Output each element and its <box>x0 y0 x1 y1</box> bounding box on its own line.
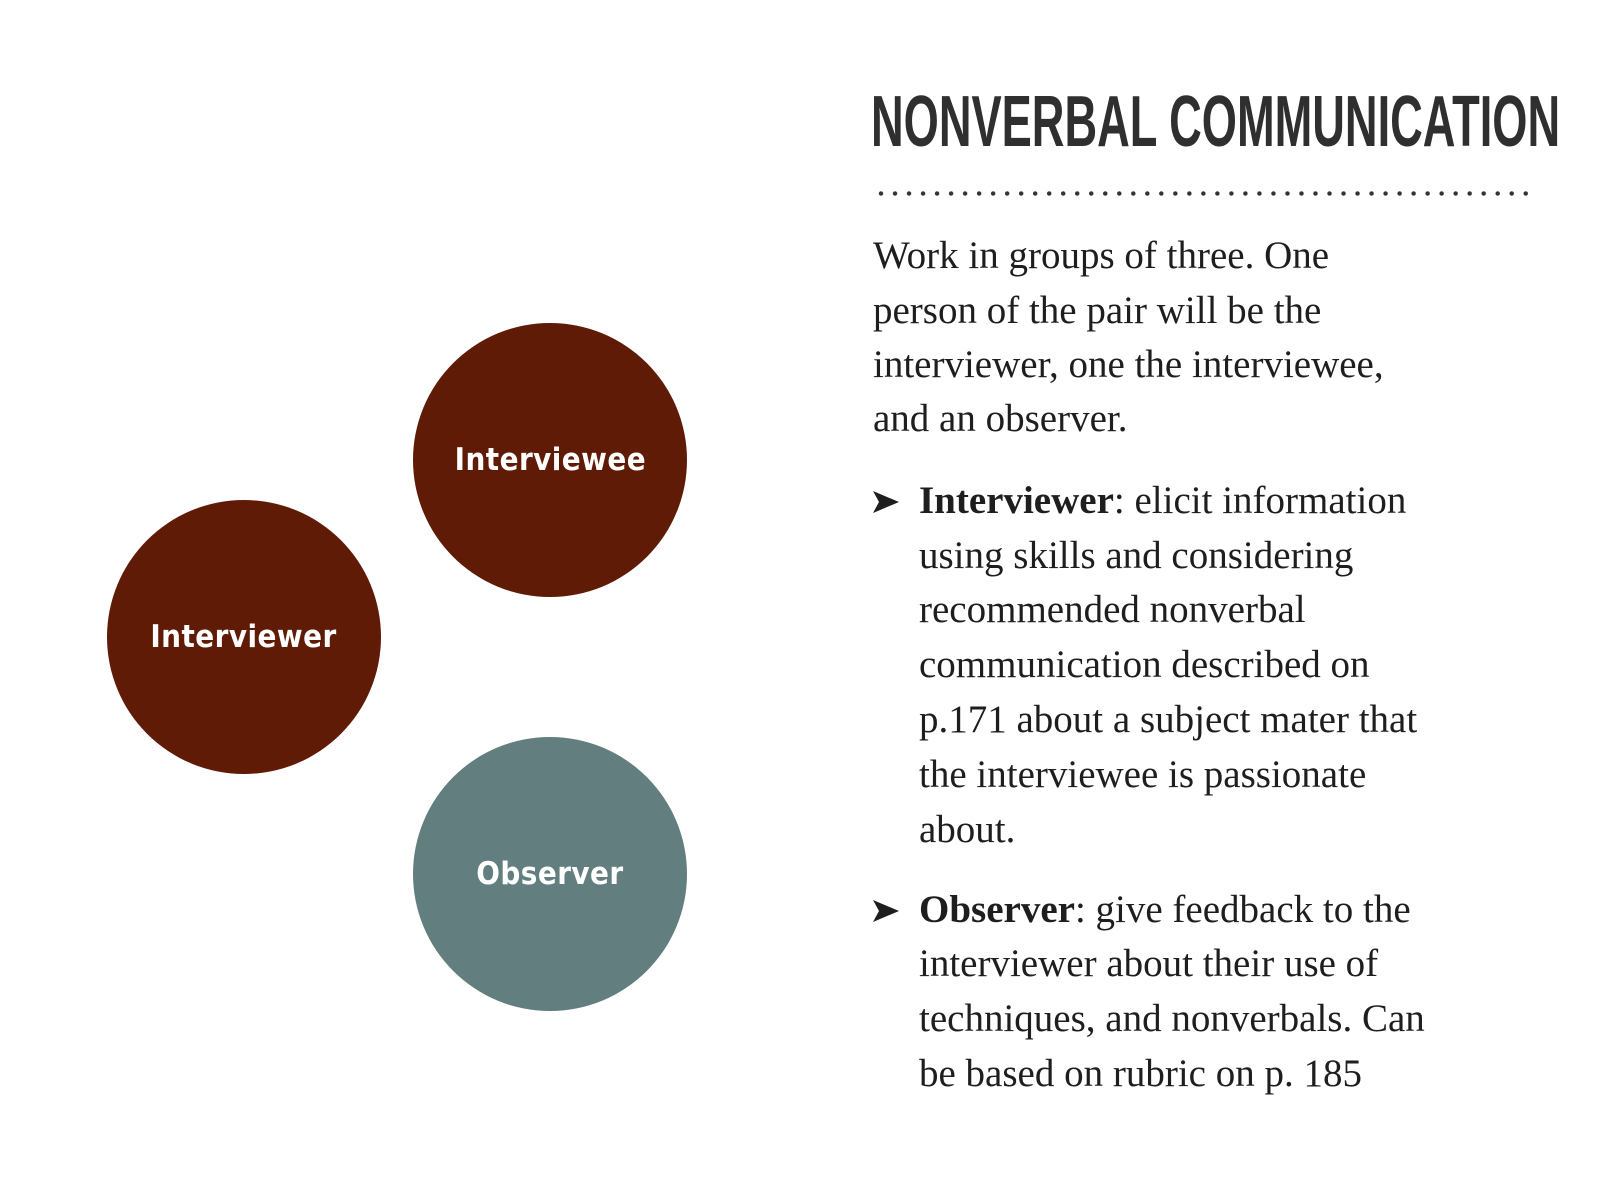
bullet-line: techniques, and nonverbals. Can <box>919 997 1425 1040</box>
observer-label: Observer <box>476 856 624 892</box>
bullet-line: about. <box>919 808 1016 851</box>
bullet-line: the interviewee is passionate <box>919 753 1367 796</box>
bullet-line: communication described on <box>919 643 1370 686</box>
slide-title: NONVERBAL COMMUNICATION <box>871 82 1561 162</box>
bullet-first-line <box>919 882 1411 937</box>
bullet-term: Observer <box>919 888 1075 931</box>
intro-line: person of the pair will be the <box>873 289 1322 332</box>
interviewee-circle <box>413 323 687 597</box>
bullet-first-line-rest: : elicit information <box>1113 479 1407 522</box>
arrowhead-bullet-icon <box>873 491 899 513</box>
dotted-divider <box>874 191 1528 196</box>
observer-circle <box>413 737 687 1011</box>
intro-line: and an observer. <box>873 397 1128 440</box>
intro-line: interviewer, one the interviewee, <box>873 343 1384 386</box>
interviewer-label: Interviewer <box>150 619 338 655</box>
bullet-first-line <box>919 473 1406 528</box>
interviewee-label: Interviewee <box>454 442 646 478</box>
bullet-line: be based on rubric on p. 185 <box>919 1052 1362 1095</box>
bullet-line: interviewer about their use of <box>919 942 1379 985</box>
arrowhead-bullet-icon <box>873 900 899 922</box>
bullet-first-line-rest: : give feedback to the <box>1074 888 1411 931</box>
bullet-line: using skills and considering <box>919 534 1354 577</box>
intro-line: Work in groups of three. One <box>873 234 1330 277</box>
bullet-line: recommended nonverbal <box>919 588 1306 631</box>
bullet-term: Interviewer <box>919 479 1114 522</box>
bullet-line: p.171 about a subject mater that <box>919 698 1418 741</box>
interviewer-circle <box>107 500 381 774</box>
